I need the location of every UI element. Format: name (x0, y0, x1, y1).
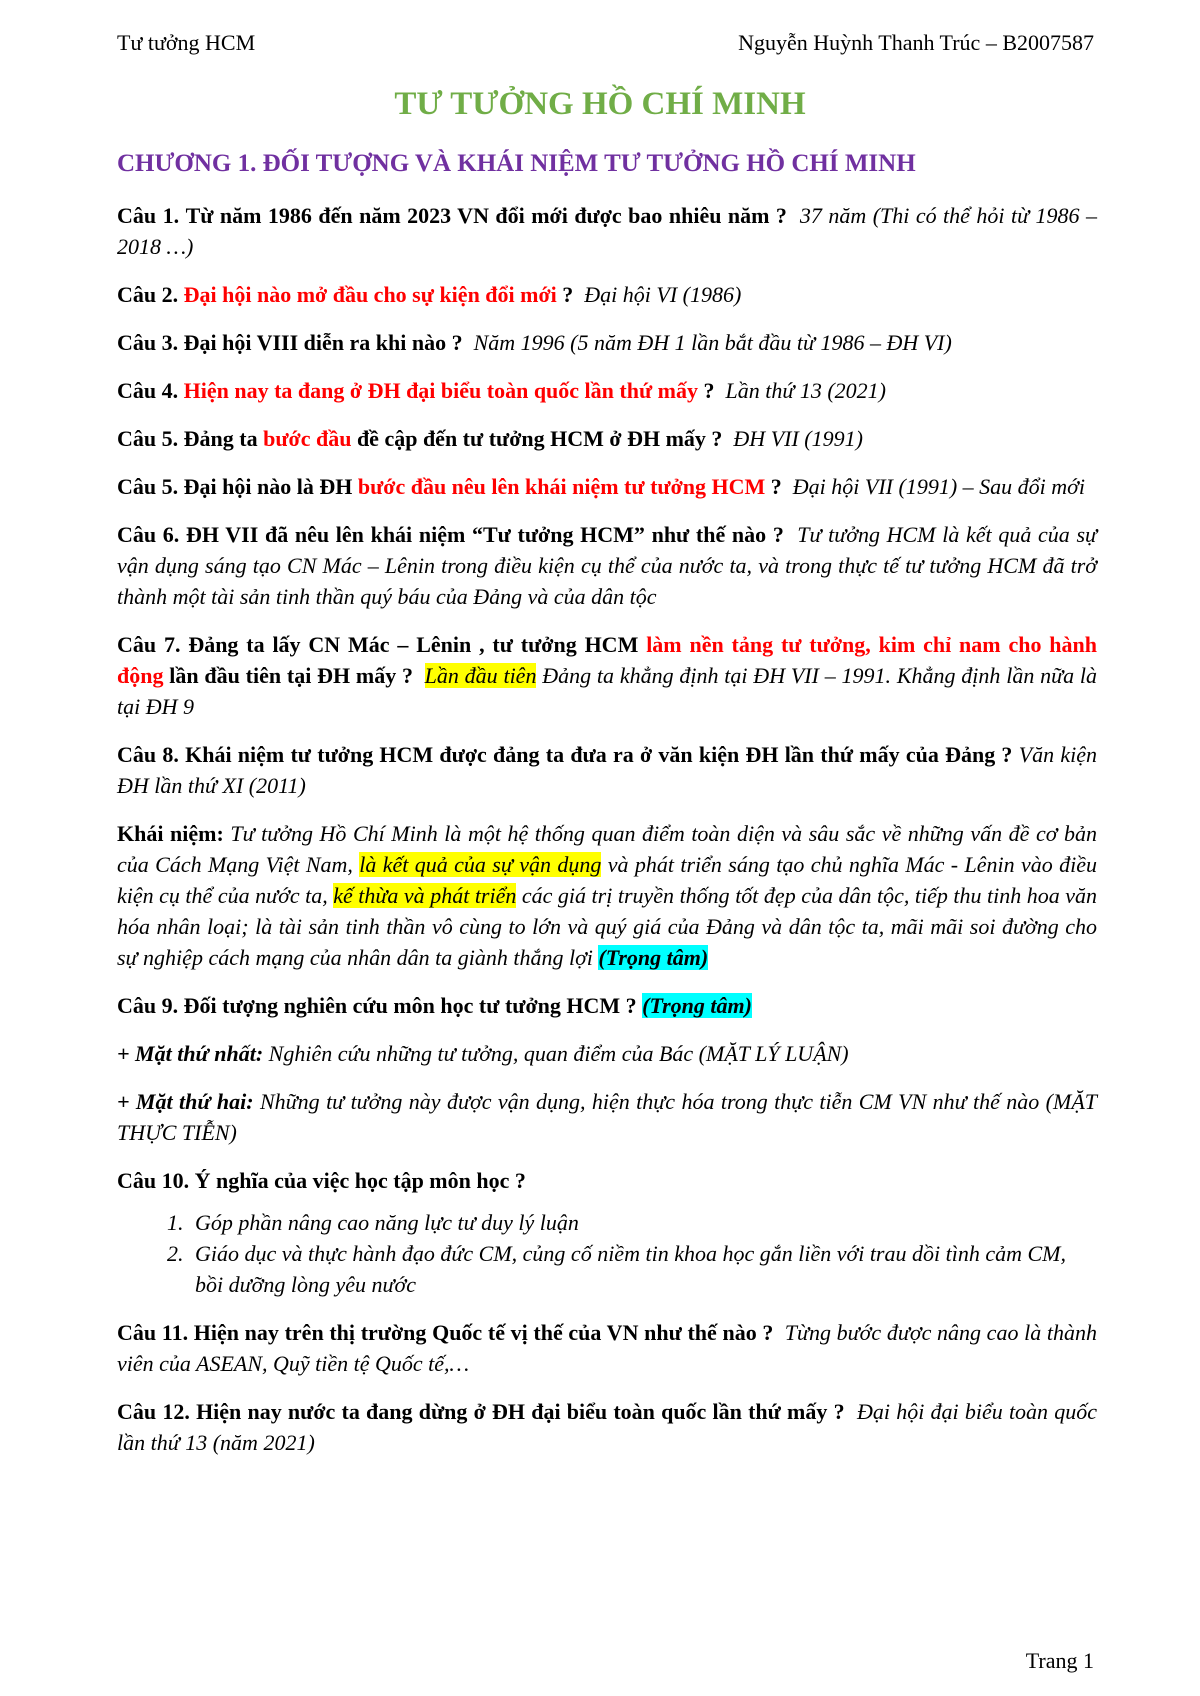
aspect-label: + Mặt thứ hai: (117, 1089, 254, 1114)
question-6 (117, 519, 1097, 612)
meaning-list (117, 1207, 1097, 1300)
question-1 (117, 200, 1097, 262)
aspect-text: Nghiên cứu những tư tưởng, quan điểm của Bác (MẶT LÝ LUẬN) (268, 1041, 849, 1066)
document-title: TƯ TƯỞNG HỒ CHÍ MINH (394, 86, 806, 122)
question-9 (117, 990, 1097, 1021)
chapter-heading: CHƯƠNG 1. ĐỐI TƯỢNG VÀ KHÁI NIỆM TƯ TƯỞNG HỒ CHÍ MINH (117, 150, 916, 177)
answer-text: Từng bước được nâng cao là thành viên của ASEAN, Quỹ tiền tệ Quốc tế,… (117, 1320, 1098, 1376)
question-text: Hiện nay nước ta đang dừng ở ĐH đại biểu toàn quốc lần thứ mấy ? (196, 1399, 845, 1424)
question-text: Khái niệm tư tưởng HCM được đảng ta đưa ra ở văn kiện ĐH lần thứ mấy của Đảng ? (185, 742, 1013, 767)
question-text: đề cập đến tư tưởng HCM ở ĐH mấy ? (356, 426, 723, 451)
question-label: Câu 11. (117, 1320, 189, 1345)
answer-highlight: Lần đầu tiên (424, 663, 537, 688)
answer-text: ĐH VII (1991) (733, 426, 863, 451)
concept-label: Khái niệm: (117, 821, 224, 846)
question-5b (117, 471, 1097, 502)
question-3 (117, 327, 1097, 358)
question-label: Câu 8. (117, 742, 179, 767)
answer-text: 37 năm (Thi có thể hỏi từ 1986 – 2018 …) (117, 203, 1098, 259)
aspect-2 (117, 1086, 1097, 1148)
list-item: 2. Giáo dục và thực hành đạo đức CM, củng cố niềm tin khoa học gắn liền với trau dồi tình cảm CM, bồi dưỡng lòng yêu nước (189, 1238, 1097, 1300)
header-right: Nguyễn Huỳnh Thanh Trúc – B2007587 (738, 30, 1094, 55)
question-text: Đại hội nào là ĐH (183, 474, 353, 499)
answer-text: Tư tưởng HCM là kết quả của sự vận dụng sáng tạo CN Mác – Lênin trong điều kiện cụ thể của nước ta, và trong thực tế tư tưởng HCM đã trở thành một tài sản tinh thần quý báu của Đảng và của dân tộc (117, 522, 1098, 609)
question-10 (117, 1165, 1097, 1196)
concept-highlight: kế thừa và phát triển (333, 883, 517, 908)
concept-text: Tư tưởng Hồ Chí Minh là một hệ thống quan điểm toàn diện và sâu sắc về những vấn đề cơ bản của Cách Mạng Việt Nam, (117, 821, 1098, 877)
question-11 (117, 1317, 1097, 1379)
answer-text: Năm 1996 (5 năm ĐH 1 lần bắt đầu từ 1986 – ĐH VI) (473, 330, 952, 355)
question-text-red: Hiện nay ta đang ở ĐH đại biểu toàn quốc lần thứ mấy (183, 378, 698, 403)
question-text: Đối tượng nghiên cứu môn học tư tưởng HCM ? (183, 993, 637, 1018)
question-label: Câu 9. (117, 993, 179, 1018)
question-text: Đảng ta lấy CN Mác – Lênin , tư tưởng HCM (188, 632, 639, 657)
aspect-1 (117, 1038, 1097, 1069)
aspect-text: Những tư tưởng này được vận dụng, hiện thực hóa trong thực tiễn CM VN như thế nào (MẶT THỰC TIỄN) (117, 1089, 1098, 1145)
document-body (117, 200, 1097, 1475)
question-label: Câu 1. (117, 203, 180, 228)
header-left: Tư tưởng HCM (117, 30, 256, 55)
question-label: Câu 2. (117, 282, 179, 307)
key-point-tag: (Trọng tâm) (642, 993, 752, 1018)
question-label: Câu 10. (117, 1168, 190, 1193)
question-12 (117, 1396, 1097, 1458)
question-label: Câu 3. (117, 330, 179, 355)
question-text-red: bước đầu (263, 426, 352, 451)
question-text: ? (770, 474, 782, 499)
concept-highlight: là kết quả của sự vận dụng (359, 852, 602, 877)
concept-text: và phát triển sáng tạo chủ nghĩa Mác - Lênin vào điều kiện cụ thể của nước ta, (117, 852, 1098, 908)
question-5a (117, 423, 1097, 454)
answer-text: Đại hội VII (1991) – Sau đổi mới (792, 474, 1086, 499)
question-label: Câu 7. (117, 632, 181, 657)
question-label: Câu 6. (117, 522, 180, 547)
question-label: Câu 4. (117, 378, 179, 403)
question-text-red: bước đầu nêu lên khái niệm tư tưởng HCM (357, 474, 766, 499)
question-label: Câu 12. (117, 1399, 190, 1424)
question-label: Câu 5. (117, 426, 179, 451)
question-text: Từ năm 1986 đến năm 2023 VN đổi mới được bao nhiêu năm ? (185, 203, 787, 228)
question-7 (117, 629, 1097, 722)
question-mark: ? (703, 378, 715, 403)
question-4 (117, 375, 1097, 406)
question-mark: ? (562, 282, 574, 307)
answer-text: Văn kiện ĐH lần thứ XI (2011) (117, 742, 1098, 798)
question-text-red: Đại hội nào mở đầu cho sự kiện đổi mới (183, 282, 557, 307)
question-text: ĐH VII đã nêu lên khái niệm “Tư tưởng HCM” như thế nào ? (186, 522, 784, 547)
key-point-tag: (Trọng tâm) (598, 945, 709, 970)
answer-text: Đại hội đại biểu toàn quốc lần thứ 13 (năm 2021) (117, 1399, 1098, 1455)
question-text: Hiện nay trên thị trường Quốc tế vị thế của VN như thế nào ? (193, 1320, 774, 1345)
concept-text: các giá trị truyền thống tốt đẹp của dân tộc, tiếp thu tinh hoa văn hóa nhân loại; là tài sản tinh thần vô cùng to lớn và quý giá của Đảng và dân tộc ta, mãi mãi soi đường cho sự nghiệp cách mạng của nhân dân ta giành thắng lợi (117, 883, 1098, 970)
question-text: Ý nghĩa của việc học tập môn học ? (194, 1168, 526, 1193)
page-number: Trang 1 (1025, 1648, 1094, 1673)
question-text: lần đầu tiên tại ĐH mấy ? (169, 663, 414, 688)
question-text: Đại hội VIII diễn ra khi nào ? (183, 330, 463, 355)
list-item: 1. Góp phần nâng cao năng lực tư duy lý luận (189, 1207, 1097, 1238)
question-2 (117, 279, 1097, 310)
question-text: Đảng ta (183, 426, 258, 451)
concept-paragraph (117, 818, 1097, 973)
question-label: Câu 5. (117, 474, 179, 499)
answer-text: Đại hội VI (1986) (584, 282, 742, 307)
question-8 (117, 739, 1097, 801)
answer-text: Lần thứ 13 (2021) (725, 378, 886, 403)
aspect-label: + Mặt thứ nhất: (117, 1041, 264, 1066)
question-text-red: làm nền tảng tư tưởng, kim chỉ nam cho hành động (117, 632, 1098, 688)
answer-text: Đảng ta khẳng định tại ĐH VII – 1991. Khẳng định lần nữa là tại ĐH 9 (117, 663, 1098, 719)
